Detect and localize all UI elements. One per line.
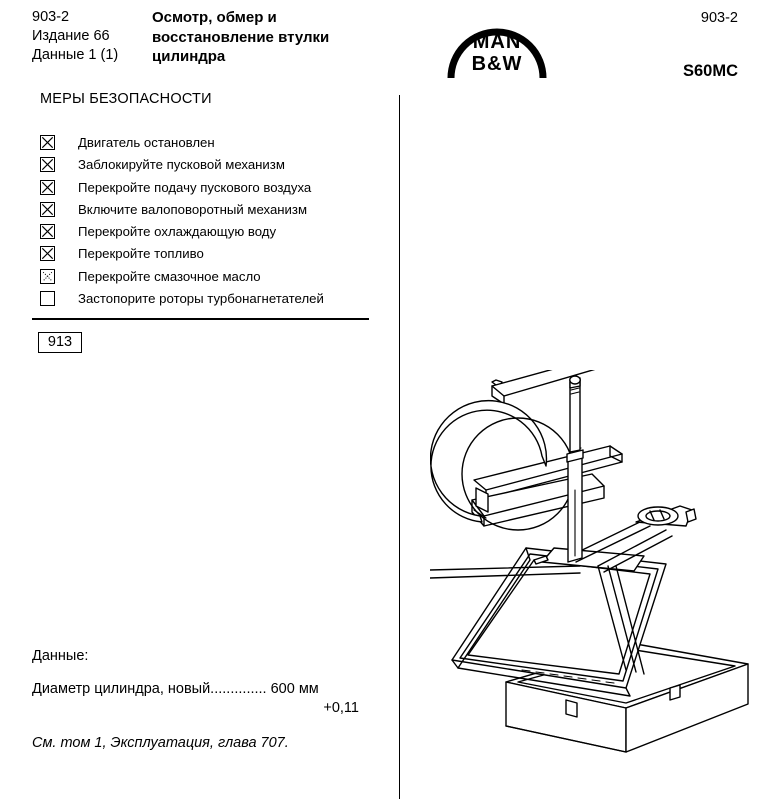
list-item[interactable] bbox=[40, 179, 370, 201]
checkbox-checked-icon[interactable] bbox=[40, 135, 55, 150]
checkbox-checked-icon[interactable] bbox=[40, 224, 55, 239]
data-section-heading: Данные: bbox=[32, 648, 89, 664]
safety-section-title: МЕРЫ БЕЗОПАСНОСТИ bbox=[40, 91, 212, 107]
safety-checklist bbox=[40, 134, 370, 312]
checkbox-checked-icon[interactable] bbox=[40, 202, 55, 217]
header-data-ref: Данные 1 (1) bbox=[32, 47, 119, 63]
header-doc-number: 903-2 bbox=[32, 9, 70, 25]
header-page-code: 903-2 bbox=[700, 10, 738, 26]
list-item[interactable] bbox=[40, 268, 370, 290]
list-item-label: Застопорите роторы турбонагнетателей bbox=[78, 291, 324, 307]
checkbox-checked-icon[interactable] bbox=[40, 246, 55, 261]
list-item[interactable] bbox=[40, 245, 370, 267]
technical-illustration bbox=[430, 370, 758, 760]
checkbox-checked-icon[interactable] bbox=[40, 180, 55, 195]
list-item[interactable] bbox=[40, 290, 370, 312]
list-item-label: Перекройте смазочное масло bbox=[78, 268, 261, 284]
list-item[interactable] bbox=[40, 201, 370, 223]
header-meta bbox=[32, 8, 118, 65]
page-title: Осмотр, обмер и восстановление втулки цилиндра bbox=[152, 9, 330, 65]
vertical-measuring-rod bbox=[567, 376, 583, 562]
list-item[interactable] bbox=[40, 134, 370, 156]
list-item-label: Двигатель остановлен bbox=[78, 135, 215, 150]
man-bw-logo bbox=[447, 2, 547, 78]
checkbox-empty-icon[interactable] bbox=[40, 291, 55, 306]
data-measure-line: Диаметр цилиндра, новый.............. 600 мм bbox=[32, 681, 319, 697]
list-item-label: Перекройте топливо bbox=[78, 246, 204, 262]
procedure-code-badge: 913 bbox=[38, 332, 82, 353]
svg-text:MAN: MAN bbox=[472, 31, 522, 53]
list-item-label: Перекройте подачу пускового воздуха bbox=[78, 179, 312, 195]
ring-roller-end bbox=[636, 506, 696, 526]
data-reference-note: См. том 1, Эксплуатация, глава 707. bbox=[32, 735, 289, 751]
list-item[interactable] bbox=[40, 223, 370, 245]
list-item-label: Заблокируйте пусковой механизм bbox=[78, 157, 285, 173]
list-item[interactable] bbox=[40, 156, 370, 178]
header-engine-model: S60MC bbox=[682, 62, 738, 80]
header-edition: Издание 66 bbox=[32, 28, 110, 44]
checkbox-faint-checked-icon[interactable] bbox=[40, 269, 55, 284]
list-item-label: Перекройте охлаждающую воду bbox=[78, 224, 277, 240]
section-divider-rule bbox=[32, 318, 369, 320]
list-item-label: Включите валоповоротный механизм bbox=[78, 201, 308, 217]
checkbox-checked-icon[interactable] bbox=[40, 157, 55, 172]
svg-text:B&W: B&W bbox=[471, 53, 523, 75]
column-divider bbox=[399, 95, 400, 799]
data-tolerance: +0,11 bbox=[323, 700, 359, 716]
horizontal-cross-arm bbox=[492, 370, 620, 404]
